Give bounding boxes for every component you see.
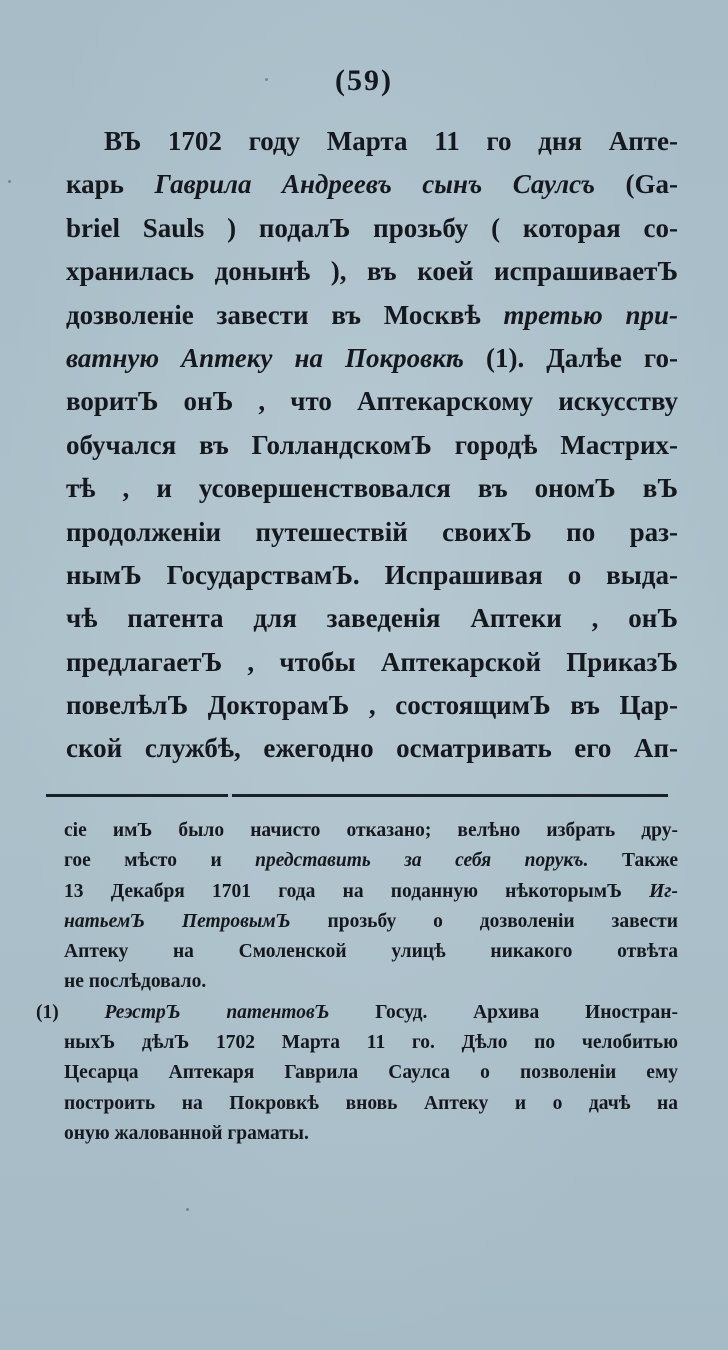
italic-text: Иг- — [649, 880, 678, 902]
paper-speck — [8, 180, 11, 183]
text-line — [66, 727, 678, 770]
text-segment: чѣ патента для заведенія Аптеки , онЪ — [66, 603, 678, 634]
footnote-line — [64, 816, 678, 846]
text-segment: ВЪ 1702 году Марта 11 го дня Апте- — [104, 126, 678, 156]
text-segment: 13 Декабря 1701 года на поданную нѣкоторымЪ — [64, 880, 650, 902]
footnote-line — [64, 1058, 678, 1088]
text-line — [66, 597, 678, 640]
text-segment: Госуд. Архива Иностран- — [329, 1001, 678, 1023]
italic-text: Гаврила Андреевъ сынъ Саулсъ — [154, 169, 596, 200]
paper-speck — [186, 1208, 189, 1211]
footnote-line — [36, 998, 678, 1028]
text-line — [66, 467, 678, 510]
text-segment: карь — [66, 169, 155, 200]
text-segment: оную жалованной граматы. — [64, 1122, 309, 1144]
italic-text: ватную Аптеку на Покровкѣ — [66, 342, 464, 373]
footnote-separator — [46, 794, 668, 797]
text-segment: Также — [588, 850, 678, 872]
text-line — [66, 294, 678, 337]
footnotes — [36, 816, 678, 1149]
text-segment: прозьбу о дозволеніи завести — [290, 910, 678, 932]
text-segment: продолженіи путешествій своихЪ по раз- — [66, 516, 678, 547]
text-segment: гое мѣсто и — [64, 850, 256, 872]
text-segment: тѣ , и усовершенствовался въ ономЪ вЪ — [66, 473, 678, 504]
footnote-line — [64, 846, 678, 876]
text-segment: (1). Далѣе го- — [463, 342, 678, 373]
footnote-line — [64, 967, 678, 997]
text-segment: нымЪ ГосударствамЪ. Испрашивая о выда- — [66, 559, 678, 590]
text-segment: не послѣдовало. — [64, 971, 207, 993]
italic-text: натьемЪ ПетровымЪ — [64, 910, 291, 932]
text-line — [66, 380, 678, 423]
footnote-line — [64, 937, 678, 967]
text-line — [66, 554, 678, 597]
text-line — [66, 424, 678, 467]
italic-text: представить за себя порукъ. — [255, 850, 589, 872]
text-segment: предлагаетЪ , чтобы Аптекарской ПриказЪ — [66, 646, 678, 677]
text-segment: повелѣлЪ ДокторамЪ , состоящимЪ въ Цар- — [66, 690, 678, 721]
text-line — [66, 250, 678, 293]
footnote-line — [64, 907, 678, 937]
text-segment: ныхЪ дѣлЪ 1702 Марта 11 го. Дѣло по челобитью — [64, 1032, 678, 1054]
text-segment: (1) — [36, 1001, 105, 1023]
main-text-body — [66, 120, 678, 771]
text-line — [66, 337, 678, 380]
text-segment: обучался въ ГолландскомЪ городѣ Мастрих- — [66, 429, 678, 460]
text-segment: (Ga- — [595, 169, 678, 200]
text-line — [66, 120, 678, 163]
text-line — [66, 641, 678, 684]
page-number: (59) — [335, 64, 393, 97]
text-segment: хранилась донынѣ ), въ коей испрашиваетЪ — [66, 256, 678, 287]
italic-text: РеэстрЪ патентовЪ — [104, 1001, 330, 1023]
text-line — [66, 511, 678, 554]
text-segment: Аптеку на Смоленской улицѣ никакого отвѣта — [64, 941, 678, 963]
footnote-line — [64, 877, 678, 907]
text-segment: Цесарца Аптекаря Гаврила Саулса о позволеніи ему — [64, 1062, 678, 1084]
text-line — [66, 163, 678, 206]
text-line — [66, 207, 678, 250]
footnote-line — [64, 1089, 678, 1119]
paper-speck — [265, 78, 268, 81]
text-segment: воритЪ онЪ , что Аптекарскому искусству — [66, 386, 678, 417]
text-segment: дозволеніе завести въ Москвѣ — [66, 299, 504, 330]
text-line — [66, 684, 678, 727]
text-segment: ской службѣ, ежегодно осматривать его Ап- — [66, 733, 678, 764]
footnote-line — [64, 1028, 678, 1058]
text-segment: сіе имЪ было начисто отказано; велѣно избрать дру- — [64, 820, 678, 841]
footnote-line — [64, 1119, 678, 1149]
text-segment: briel Sauls ) подалЪ прозьбу ( которая со- — [66, 212, 678, 243]
italic-text: третью при- — [503, 299, 678, 330]
text-segment: построить на Покровкѣ вновь Аптеку и о дачѣ на — [64, 1092, 678, 1114]
